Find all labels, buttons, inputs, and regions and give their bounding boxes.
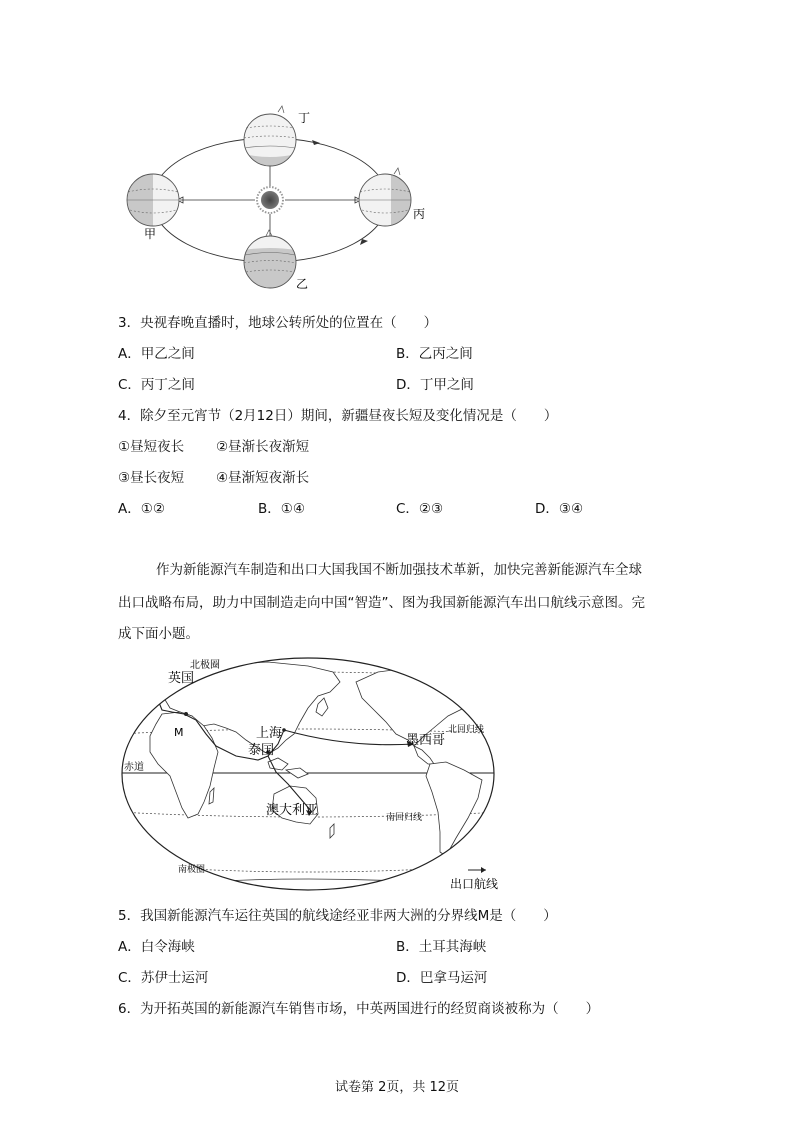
q5-option-b[interactable]: B．土耳其海峡 [396, 939, 487, 955]
label-ding: 丁 [298, 111, 311, 125]
orbit-arrow-icon [312, 140, 320, 145]
passage-line-2: 出口战略布局，助力中国制造走向中国“智造”、图为我国新能源汽车出口航线示意图。完 [118, 595, 645, 611]
label-equator: 赤道 [124, 762, 144, 773]
orbit-diagram [110, 100, 440, 295]
marker-m [184, 712, 188, 716]
label-south-polar: 南极圈 [178, 865, 206, 875]
passage-line-1: 作为新能源汽车制造和出口大国我国不断加强技术革新，加快完善新能源汽车全球 [156, 562, 642, 578]
earth-bing-icon [359, 168, 421, 230]
earth-ding-icon [244, 106, 296, 170]
q4-option-d[interactable]: D．③④ [535, 501, 584, 517]
map-legend [448, 862, 508, 896]
q4-item-1: ①昼短夜长 [118, 439, 185, 455]
sun-icon [257, 187, 283, 213]
question-4: 4．除夕至元宵节（2月12日）期间，新疆昼夜长短及变化情况是（ ） [118, 408, 558, 424]
q4-option-c[interactable]: C．②③ [396, 501, 444, 517]
question-3: 3．央视春晚直播时，地球公转所处的位置在（ ） [118, 315, 438, 331]
export-route-map [118, 652, 502, 895]
q3-option-d[interactable]: D．丁甲之间 [396, 377, 474, 393]
label-north-polar: 北极圈 [190, 660, 220, 671]
label-jia: 甲 [144, 227, 157, 241]
label-tropic-capricorn: 南回归线 [386, 813, 423, 823]
question-5: 5．我国新能源汽车运往英国的航线途经亚非两大洲的分界线M是（ ） [118, 908, 557, 924]
q4-option-b[interactable]: B．①④ [258, 501, 305, 517]
label-uk: 英国 [168, 671, 195, 686]
q4-item-2: ②昼渐长夜渐短 [216, 439, 310, 455]
earth-jia-icon [127, 170, 183, 230]
q4-item-3: ③昼长夜短 [118, 470, 185, 486]
q5-option-c[interactable]: C．苏伊士运河 [118, 970, 209, 986]
label-shanghai: 上海 [256, 726, 283, 741]
legend-label: 出口航线 [450, 877, 499, 891]
q5-option-d[interactable]: D．巴拿马运河 [396, 970, 488, 986]
page-footer: 试卷第 2页，共 12页 [334, 1080, 460, 1095]
passage-line-3: 成下面小题。 [118, 626, 199, 642]
q4-item-4: ④昼渐短夜渐长 [216, 470, 310, 486]
label-mexico: 墨西哥 [406, 733, 446, 748]
marker-shanghai [282, 728, 286, 732]
q5-option-a[interactable]: A．白令海峡 [118, 939, 195, 955]
q3-option-a[interactable]: A．甲乙之间 [118, 346, 195, 362]
label-yi: 乙 [296, 277, 309, 291]
label-tropic-cancer: 北回归线 [448, 725, 485, 735]
label-australia: 澳大利亚 [266, 803, 319, 818]
q3-option-b[interactable]: B．乙丙之间 [396, 346, 473, 362]
q3-option-c[interactable]: C．丙丁之间 [118, 377, 195, 393]
label-bing: 丙 [413, 207, 426, 221]
label-thailand: 泰国 [248, 743, 275, 758]
question-6: 6．为开拓英国的新能源汽车销售市场，中英两国进行的经贸商谈被称为（ ） [118, 1001, 600, 1017]
label-m: M [174, 726, 184, 739]
earth-yi-icon [244, 230, 296, 288]
legend-arrow-icon [481, 867, 486, 873]
q4-option-a[interactable]: A．①② [118, 501, 165, 517]
orbit-arrow-icon [360, 239, 368, 245]
